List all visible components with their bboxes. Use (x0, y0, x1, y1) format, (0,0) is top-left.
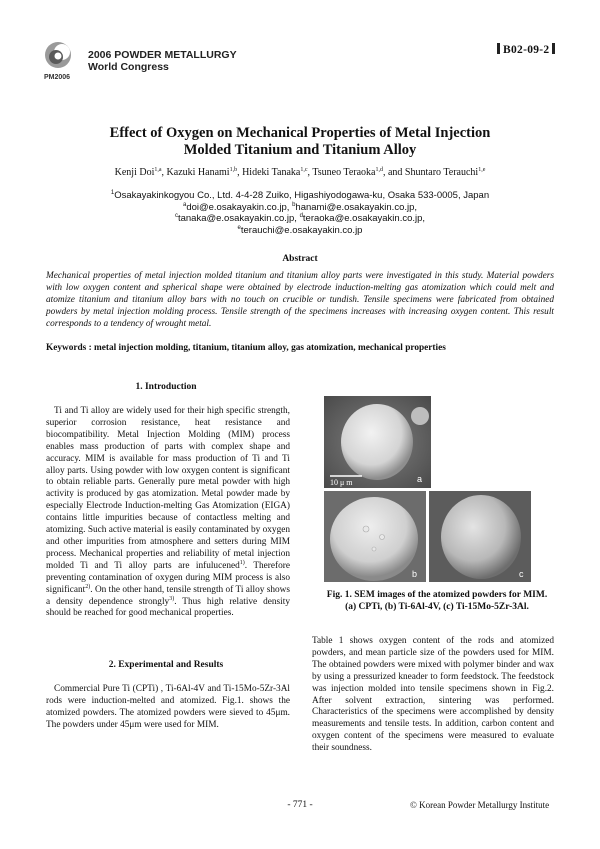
code-bar-left (497, 43, 500, 54)
paper-code: B02-09-2 (494, 43, 558, 56)
section-heading-introduction: 1. Introduction (135, 382, 197, 392)
author: Shuntaro Terauchi (404, 167, 479, 178)
panel-label-b: b (412, 569, 418, 579)
figure-caption: Fig. 1. SEM images of the atomized powders for MIM. (a) CPTi, (b) Ti-6Al-4V, (c) Ti-15Mo-5Zr-3Al. (326, 590, 548, 612)
sem-image-a (324, 396, 431, 488)
sem-image-b (324, 491, 426, 582)
page-number: - 771 - (287, 800, 313, 810)
author: Kenji Doi (114, 167, 155, 178)
section-heading-experimental: 2. Experimental and Results (108, 660, 224, 670)
abstract-heading: Abstract (282, 254, 318, 264)
author-list: Kenji Doi$^{1,a}$, Kazuki Hanami$^{1,b}$, Hideki Tanaka$^{1,c}$, Tsuneo Teraoka$^{1,d}$, and Shuntaro Terauchi$^{1,e}$ (114, 167, 486, 178)
introduction-text: Ti and Ti alloy are widely used for their high specific strength, superior corrosion resistance, heat resistance and biocompatibility. Metal Injection Molding (MIM) process enables mass production of parts with complex shape and accuracy. MIM is available for mass production of Ti and Ti alloy parts. Using powder with low oxygen content is significant to obtain reliable parts. Generally pure metal powder with high activity is produced by gas atomization. Metal powder made by especially Electrode Induction-melting Gas Atomization (EIGA) contains little impurities because of contactless melting and atomizing. Such active material is easily contaminated by oxygen and other impurities from atmosphere and setters during MIM process. Mechanical properties and reliability of metal injection molded Ti and Ti alloy parts are infulucened$^{1)}$. Therefore preventing contamination of oxygen during MIM process is also significant$^{2)}$. On the other hand, tensile strength of Ti alloy shows a density dependence strongly$^{3)}$. Thus high relative density should be reached for good mechanical properties. (46, 406, 290, 619)
author: Kazuki Hanami (166, 167, 230, 178)
right-column-text: Table 1 shows oxygen content of the rods and atomized powders, and mean particle size of the powders used for MIM. The obtained powders were mixed with polymer binder and wax by using a pressurized kneader to form feedstock. The feedstock was injection molded into tensile specimens shown in Fig.2. After solvent extraction, sintering was performed. Characteristics of the specimens were accomplished by density measurements and tensile tests. In addition, carbon content and oxygen content of the specimens were measured to evaluate their soundness. (312, 636, 554, 754)
email-link[interactable]: tanaka@e.osakayakin.co.jp, (177, 213, 297, 224)
copyright-notice: © Korean Powder Metallurgy Institute (410, 800, 550, 810)
sem-image-c (429, 491, 531, 582)
scale-bar-label: 10 μ m (330, 478, 353, 487)
conference-name: 2006 POWDER METALLURGY World Congress (88, 49, 237, 73)
paper-title: Effect of Oxygen on Mechanical Properties of Metal Injection Molded Titanium and Titanium Alloy (109, 125, 491, 158)
email-link[interactable]: teraoka@e.osakayakin.co.jp, (302, 213, 426, 224)
author: Hideki Tanaka (242, 167, 301, 178)
abstract-text: Mechanical properties of metal injection molded titanium and titanium alloy parts were investigated in this study. Material powders with low oxygen content and spherical shape were obtained by electrode induction-melting gas atomization which could melt and atomize titanium and titanium alloy bars with no touch on crucible or tundish. Tensile specimens were fabricated from obtained powders by metal injection molding process. Tensile strength of the specimens increases with increasing oxygen content. This result corresponds to a tendency of wrought metal. (46, 271, 554, 329)
panel-label-c: c (519, 569, 524, 579)
affiliation: $^1$Osakayakinkogyou Co., Ltd. 4-4-28 Zuiko, Higashiyodogawa-ku, Osaka 533-0005, Japan $^a$doi@e.osakayakin.co.jp, $^b$hanami@e.osakayakin.co.jp, $^c$tanaka@e.osakayakin.co.jp, $^d$teraoka@e.osakayakin.co.jp, $^e$terauchi@e.osakayakin.co.jp (110, 190, 490, 236)
email-link[interactable]: hanami@e.osakayakin.co.jp, (295, 201, 418, 213)
experimental-text: Commercial Pure Ti (CPTi) , Ti-6Al-4V and Ti-15Mo-5Zr-3Al rods were induction-melted and atomized. Fig.1. shows the atomized powders. The atomized powders were sieved to 45μm. The powders under 45μm were used for MIM. (46, 684, 290, 730)
author: Tsuneo Teraoka (312, 167, 376, 178)
pm2006-logo (43, 40, 77, 76)
email-link[interactable]: terauchi@e.osakayakin.co.jp (240, 224, 363, 236)
email-link[interactable]: doi@e.osakayakin.co.jp (186, 201, 287, 213)
keywords: Keywords : metal injection molding, titanium, titanium alloy, gas atomization, mechanical properties (46, 343, 446, 353)
panel-label-a: a (417, 474, 423, 484)
logo-text: PM2006 (44, 74, 71, 81)
code-bar-right (552, 43, 555, 54)
